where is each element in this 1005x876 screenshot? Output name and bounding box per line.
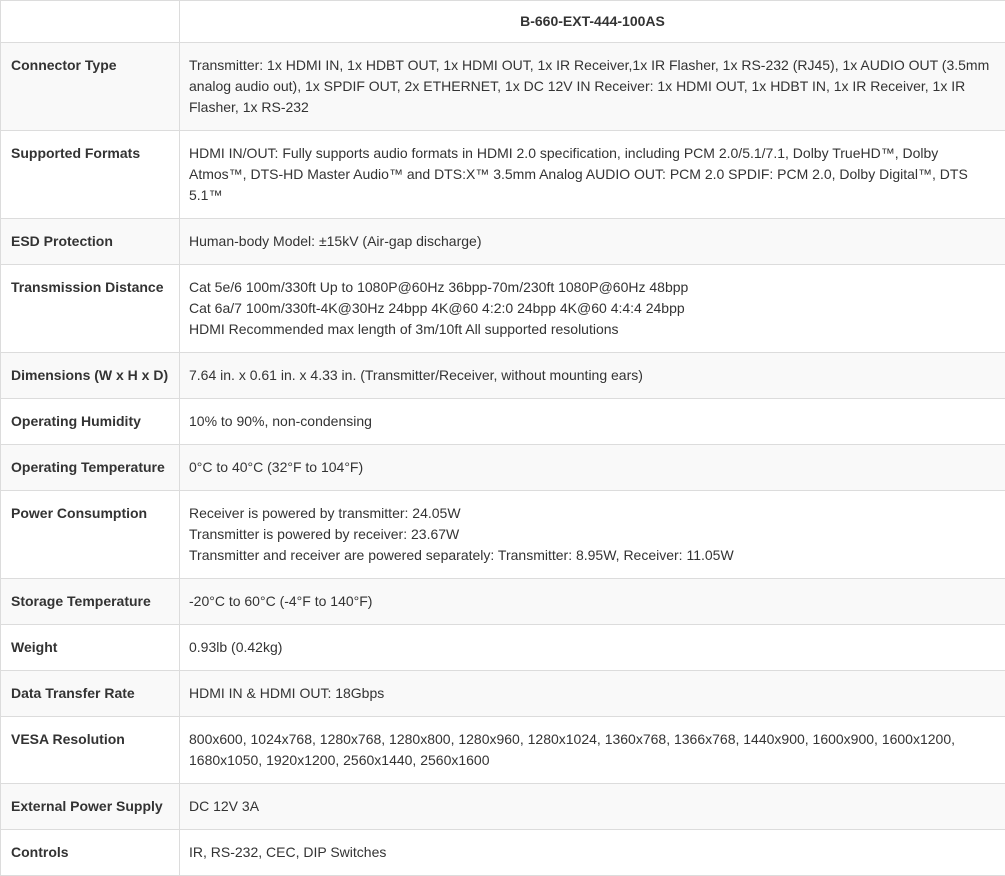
spec-label: Data Transfer Rate: [1, 671, 180, 717]
spec-label: VESA Resolution: [1, 717, 180, 784]
spec-value-line: Transmitter and receiver are powered separately: Transmitter: 8.95W, Receiver: 11.05W: [189, 545, 995, 566]
spec-value: [180, 579, 1005, 625]
spec-label: Transmission Distance: [1, 265, 180, 353]
spec-value: [180, 131, 1005, 219]
model-header: B-660-EXT-444-100AS: [180, 1, 1005, 43]
spec-label: Power Consumption: [1, 491, 180, 579]
table-row: [1, 830, 1005, 876]
spec-value-line: Transmitter: 1x HDMI IN, 1x HDBT OUT, 1x HDMI OUT, 1x IR Receiver,1x IR Flasher, 1x RS-232 (RJ45), 1x AUDIO OUT (3.5mm analog audio out), 1x SPDIF OUT, 2x ETHERNET, 1x DC 12V IN Receiver: 1x HDMI OUT, 1x HDBT IN, 1x IR Receiver, 1x IR Flasher, 1x RS-232: [189, 55, 995, 118]
table-row: [1, 265, 1005, 353]
spec-value: [180, 671, 1005, 717]
spec-value-line: 0°C to 40°C (32°F to 104°F): [189, 457, 995, 478]
table-row: [1, 445, 1005, 491]
spec-label: Connector Type: [1, 43, 180, 131]
spec-value: [180, 830, 1005, 876]
table-row: [1, 579, 1005, 625]
spec-value-line: HDMI Recommended max length of 3m/10ft All supported resolutions: [189, 319, 995, 340]
table-row: [1, 784, 1005, 830]
spec-value-line: Human-body Model: ±15kV (Air-gap discharge): [189, 231, 995, 252]
spec-value: [180, 445, 1005, 491]
spec-label: Supported Formats: [1, 131, 180, 219]
spec-value: [180, 265, 1005, 353]
spec-value-line: Transmitter is powered by receiver: 23.67W: [189, 524, 995, 545]
table-row: [1, 671, 1005, 717]
spec-value: [180, 399, 1005, 445]
spec-value-line: 10% to 90%, non-condensing: [189, 411, 995, 432]
spec-value: [180, 219, 1005, 265]
spec-label: Weight: [1, 625, 180, 671]
spec-label: Dimensions (W x H x D): [1, 353, 180, 399]
table-header-row: [1, 1, 1005, 43]
spec-value-line: HDMI IN/OUT: Fully supports audio formats in HDMI 2.0 specification, including PCM 2.0/5.1/7.1, Dolby TrueHD™, Dolby Atmos™, DTS-HD Master Audio™ and DTS:X™ 3.5mm Analog AUDIO OUT: PCM 2.0 SPDIF: PCM 2.0, Dolby Digital™, DTS 5.1™: [189, 143, 995, 206]
spec-label: Controls: [1, 830, 180, 876]
spec-value-line: 0.93lb (0.42kg): [189, 637, 995, 658]
spec-value-line: -20°C to 60°C (-4°F to 140°F): [189, 591, 995, 612]
spec-value: [180, 717, 1005, 784]
table-row: [1, 399, 1005, 445]
spec-value-line: DC 12V 3A: [189, 796, 995, 817]
spec-body: [1, 43, 1005, 876]
spec-value-line: Cat 6a/7 100m/330ft-4K@30Hz 24bpp 4K@60 4:2:0 24bpp 4K@60 4:4:4 24bpp: [189, 298, 995, 319]
spec-value-line: Cat 5e/6 100m/330ft Up to 1080P@60Hz 36bpp-70m/230ft 1080P@60Hz 48bpp: [189, 277, 995, 298]
spec-value: [180, 353, 1005, 399]
spec-label: External Power Supply: [1, 784, 180, 830]
spec-label: Storage Temperature: [1, 579, 180, 625]
spec-value-line: Receiver is powered by transmitter: 24.05W: [189, 503, 995, 524]
spec-label: Operating Temperature: [1, 445, 180, 491]
spec-label: Operating Humidity: [1, 399, 180, 445]
table-row: [1, 717, 1005, 784]
table-row: [1, 219, 1005, 265]
table-row: [1, 353, 1005, 399]
spec-value-line: IR, RS-232, CEC, DIP Switches: [189, 842, 995, 863]
spec-value: [180, 625, 1005, 671]
table-row: [1, 131, 1005, 219]
spec-value: [180, 491, 1005, 579]
spec-label: ESD Protection: [1, 219, 180, 265]
spec-value-line: 800x600, 1024x768, 1280x768, 1280x800, 1280x960, 1280x1024, 1360x768, 1366x768, 1440x900, 1600x900, 1600x1200, 1680x1050, 1920x1200, 2560x1440, 2560x1600: [189, 729, 995, 771]
spec-value-line: 7.64 in. x 0.61 in. x 4.33 in. (Transmitter/Receiver, without mounting ears): [189, 365, 995, 386]
header-empty-cell: [1, 1, 180, 43]
table-row: [1, 491, 1005, 579]
table-row: [1, 625, 1005, 671]
spec-value-line: HDMI IN & HDMI OUT: 18Gbps: [189, 683, 995, 704]
spec-value: [180, 43, 1005, 131]
table-row: [1, 43, 1005, 131]
spec-value: [180, 784, 1005, 830]
